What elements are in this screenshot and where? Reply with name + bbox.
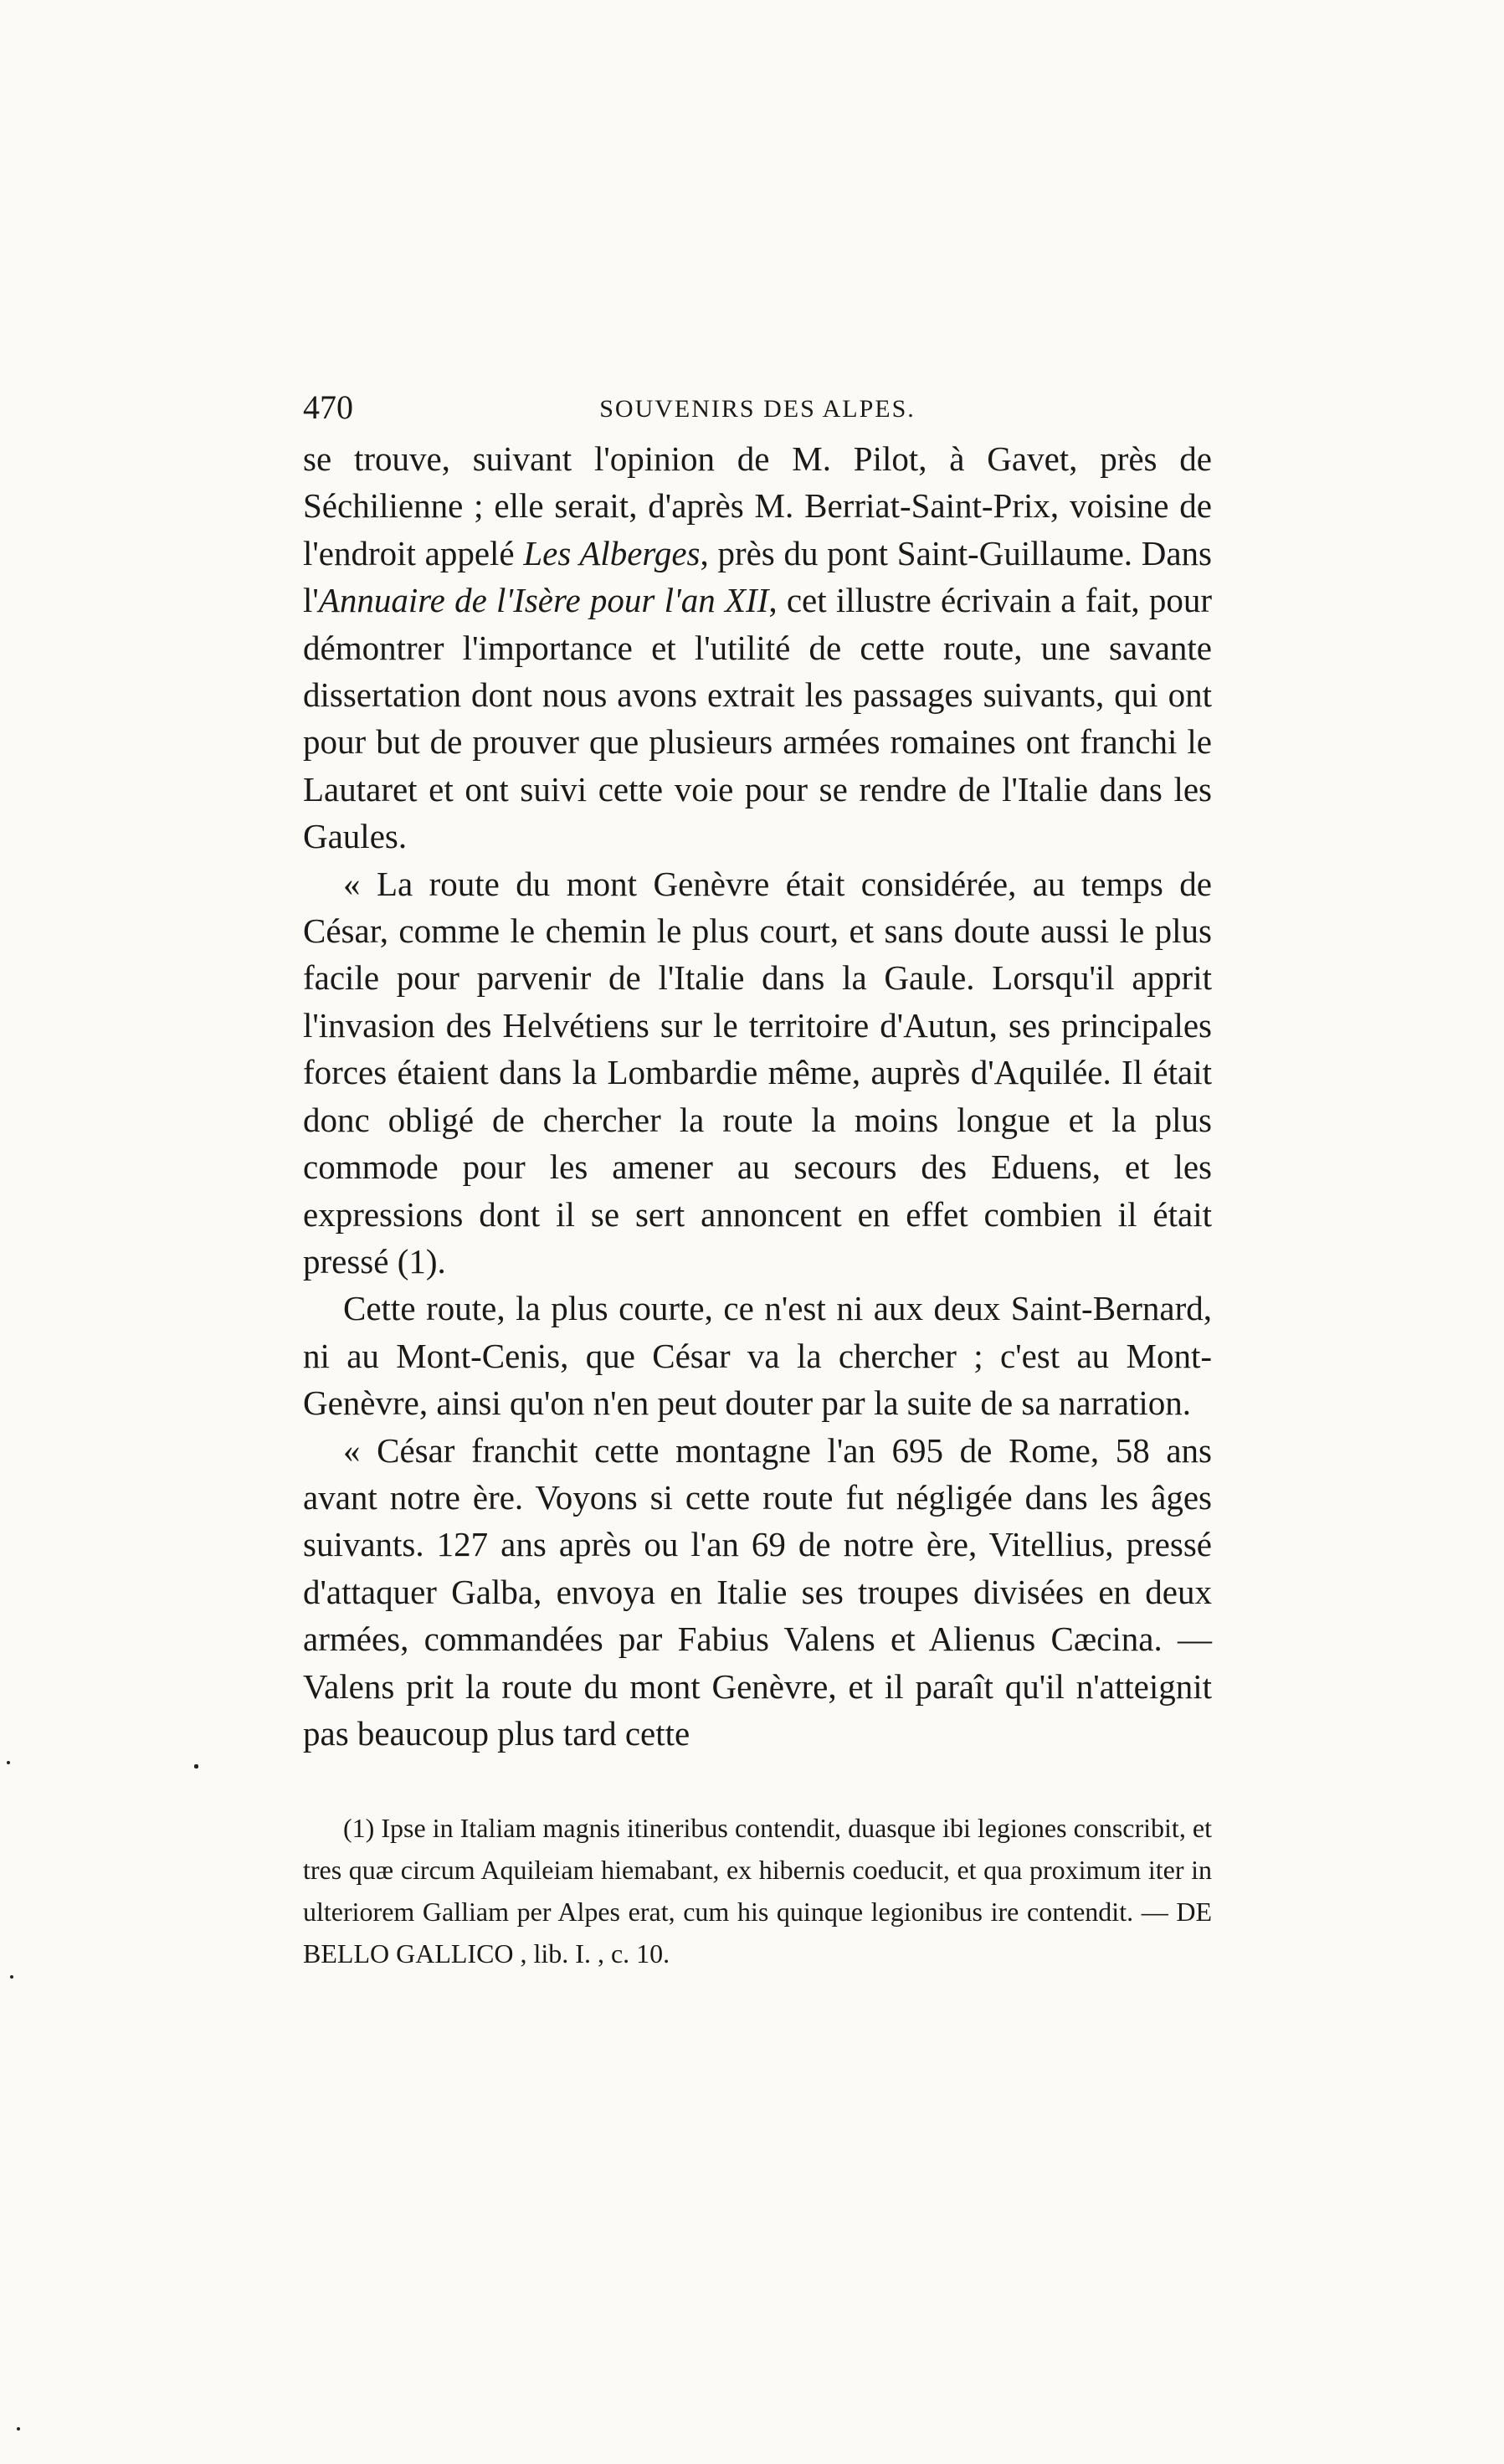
paragraph-text: , près du pont Saint-Guillaume. Dans l' bbox=[303, 533, 1213, 620]
footnote-source: DE BELLO GALLICO , lib. I. , c. 10. bbox=[303, 1897, 1212, 1969]
footnotes bbox=[303, 1807, 1212, 1974]
publication-title-italic: Annuaire de l'Isère pour l'an XII bbox=[318, 581, 769, 620]
book-page bbox=[303, 387, 1212, 1974]
running-title: SOUVENIRS DES ALPES. bbox=[599, 395, 916, 423]
place-name-italic: Les Alberges bbox=[523, 533, 701, 572]
paragraph: « César franchit cette montagne l'an 695 de Rome, 58 ans avant notre ère. Voyons si cette route fut négligée dans les âges suivants. 127 ans après ou l'an 69 de notre ère, Vitellius, pressé d'attaquer Galba, envoya en Italie ses troupes divisées en deux armées, commandées par Fabius Valens et Alienus Cæcina. — Valens prit la route du mont Genèvre, et il paraît qu'il n'atteignit pas beaucoup plus tard cette bbox=[303, 1430, 1212, 1753]
paragraph: Cette route, la plus courte, ce n'est ni aux deux Saint-Bernard, ni au Mont-Cenis, que César va la chercher ; c'est au Mont-Genèvre, ainsi qu'on n'en peut douter par la suite de sa narration. bbox=[303, 1289, 1212, 1423]
paragraph bbox=[303, 435, 1212, 860]
footnote bbox=[303, 1807, 1212, 1974]
body-text bbox=[303, 435, 1212, 1757]
scan-speck bbox=[194, 1764, 198, 1768]
page-number: 470 bbox=[303, 388, 353, 426]
paragraph: « La route du mont Genèvre était considérée, au temps de César, comme le chemin le plus court, et sans doute aussi le plus facile pour parvenir de l'Italie dans la Gaule. Lorsqu'il apprit l'invasion des Helvétiens sur le territoire d'Autun, ses principales forces étaient dans la Lombardie même, auprès d'Aquilée. Il était donc obligé de chercher la route la moins longue et la plus commode pour les amener au secours des Eduens, et les expressions dont il se sert annoncent en effet combien il était pressé (1). bbox=[303, 864, 1212, 1281]
scan-speck bbox=[10, 1975, 13, 1979]
page-header bbox=[303, 387, 1212, 429]
scan-speck bbox=[17, 2427, 20, 2431]
scan-speck bbox=[7, 1761, 10, 1764]
paragraph-text: se trouve, suivant l'opinion de M. Pilot, à Gavet, près de Séchilienne ; elle serait, d'après M. Berriat-Saint-Prix, voisine de l'endroit appelé bbox=[303, 439, 1212, 572]
paragraph-text: , cet illustre écrivain a fait, pour démontrer l'importance et l'utilité de cette route, une savante dissertation dont nous avons extrait les passages suivants, qui ont pour but de prouver que plusieurs armées romaines ont franchi le Lautaret et ont suivi cette voie pour se rendre de l'Italie dans les Gaules. bbox=[303, 581, 1212, 856]
footnote-text: (1) Ipse in Italiam magnis itineribus contendit, duasque ibi legiones conscribit, et tres quæ circum Aquileiam hiemabant, ex hibernis coeducit, et qua proximum iter in ulteriorem Galliam per Alpes erat, cum his quinque legionibus ire contendit. — bbox=[303, 1813, 1212, 1928]
